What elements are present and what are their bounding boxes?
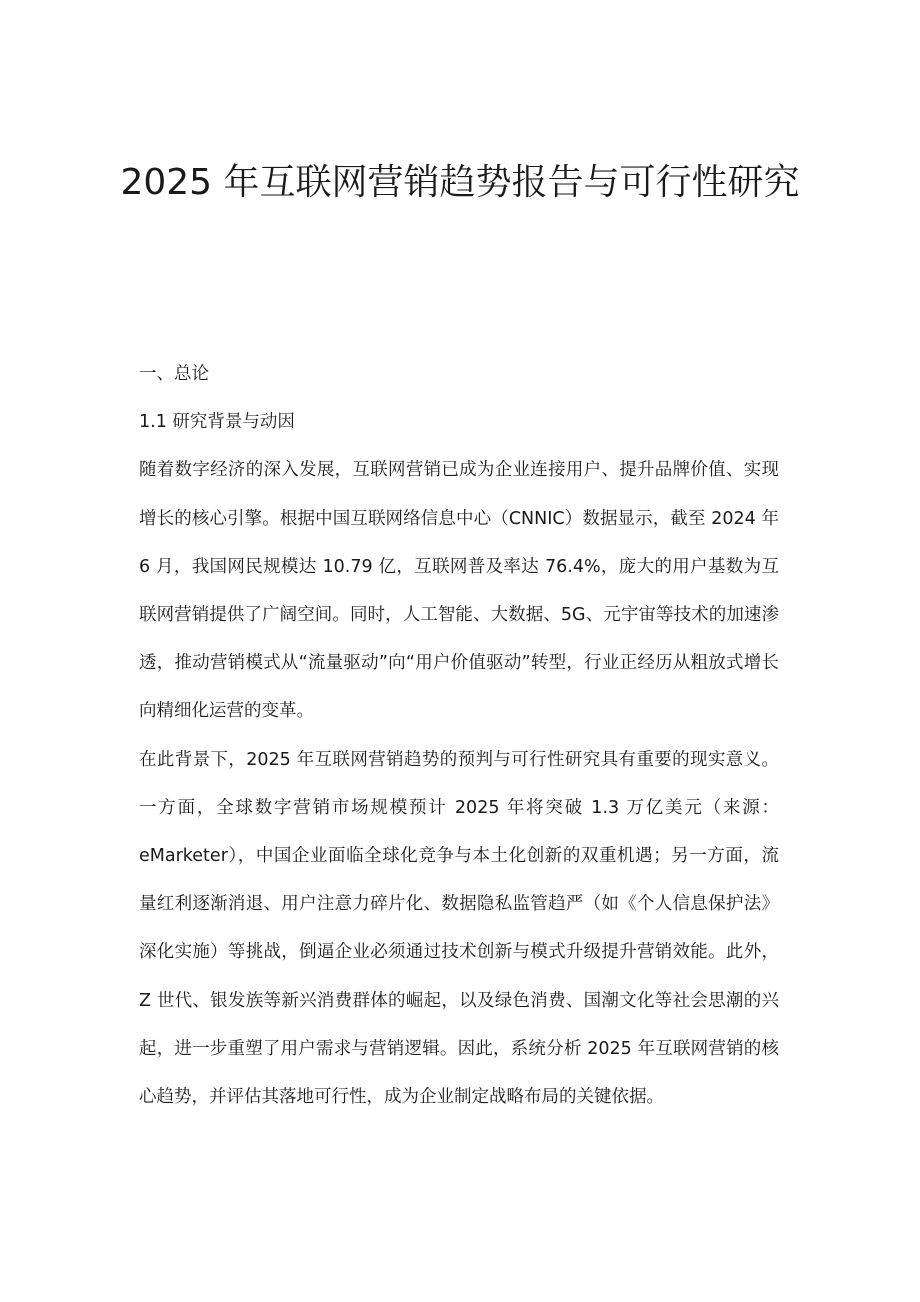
document-title: 2025 年互联网营销趋势报告与可行性研究 [120, 162, 800, 203]
body-paragraph: 随着数字经济的深入发展，互联网营销已成为企业连接用户、提升品牌价值、实现增长的核心引擎。根据中国互联网络信息中心（CNNIC）数据显示，截至 2024 年 6 月，我国网民规模达 10.79 亿，互联网普及率达 76.4%，庞大的用户基数为互联网营销提供了广阔空间。同时，人工智能、大数据、5G、元宇宙等技术的加速渗透，推动营销模式从“流量驱动”向“用户价值驱动”转型，行业正经历从粗放式增长向精细化运营的变革。 [139, 460, 779, 722]
subsection-heading: 1.1 研究背景与动因 [139, 412, 295, 433]
section-heading: 一、总论 [139, 364, 209, 384]
body-paragraph: 在此背景下，2025 年互联网营销趋势的预判与可行性研究具有重要的现实意义。一方面，全球数字营销市场规模预计 2025 年将突破 1.3 万亿美元（来源：eMarketer），中国企业面临全球化竞争与本土化创新的双重机遇；另一方面，流量红利逐渐消退、用户注意力碎片化、数据隐私监管趋严（如《个人信息保护法》深化实施）等挑战，倒逼企业必须通过技术创新与模式升级提升营销效能。此外，Z 世代、银发族等新兴消费群体的崛起，以及绿色消费、国潮文化等社会思潮的兴起，进一步重塑了用户需求与营销逻辑。因此，系统分析 2025 年互联网营销的核心趋势，并评估其落地可行性，成为企业制定战略布局的关键依据。 [139, 749, 779, 1108]
document-body [139, 350, 779, 1121]
